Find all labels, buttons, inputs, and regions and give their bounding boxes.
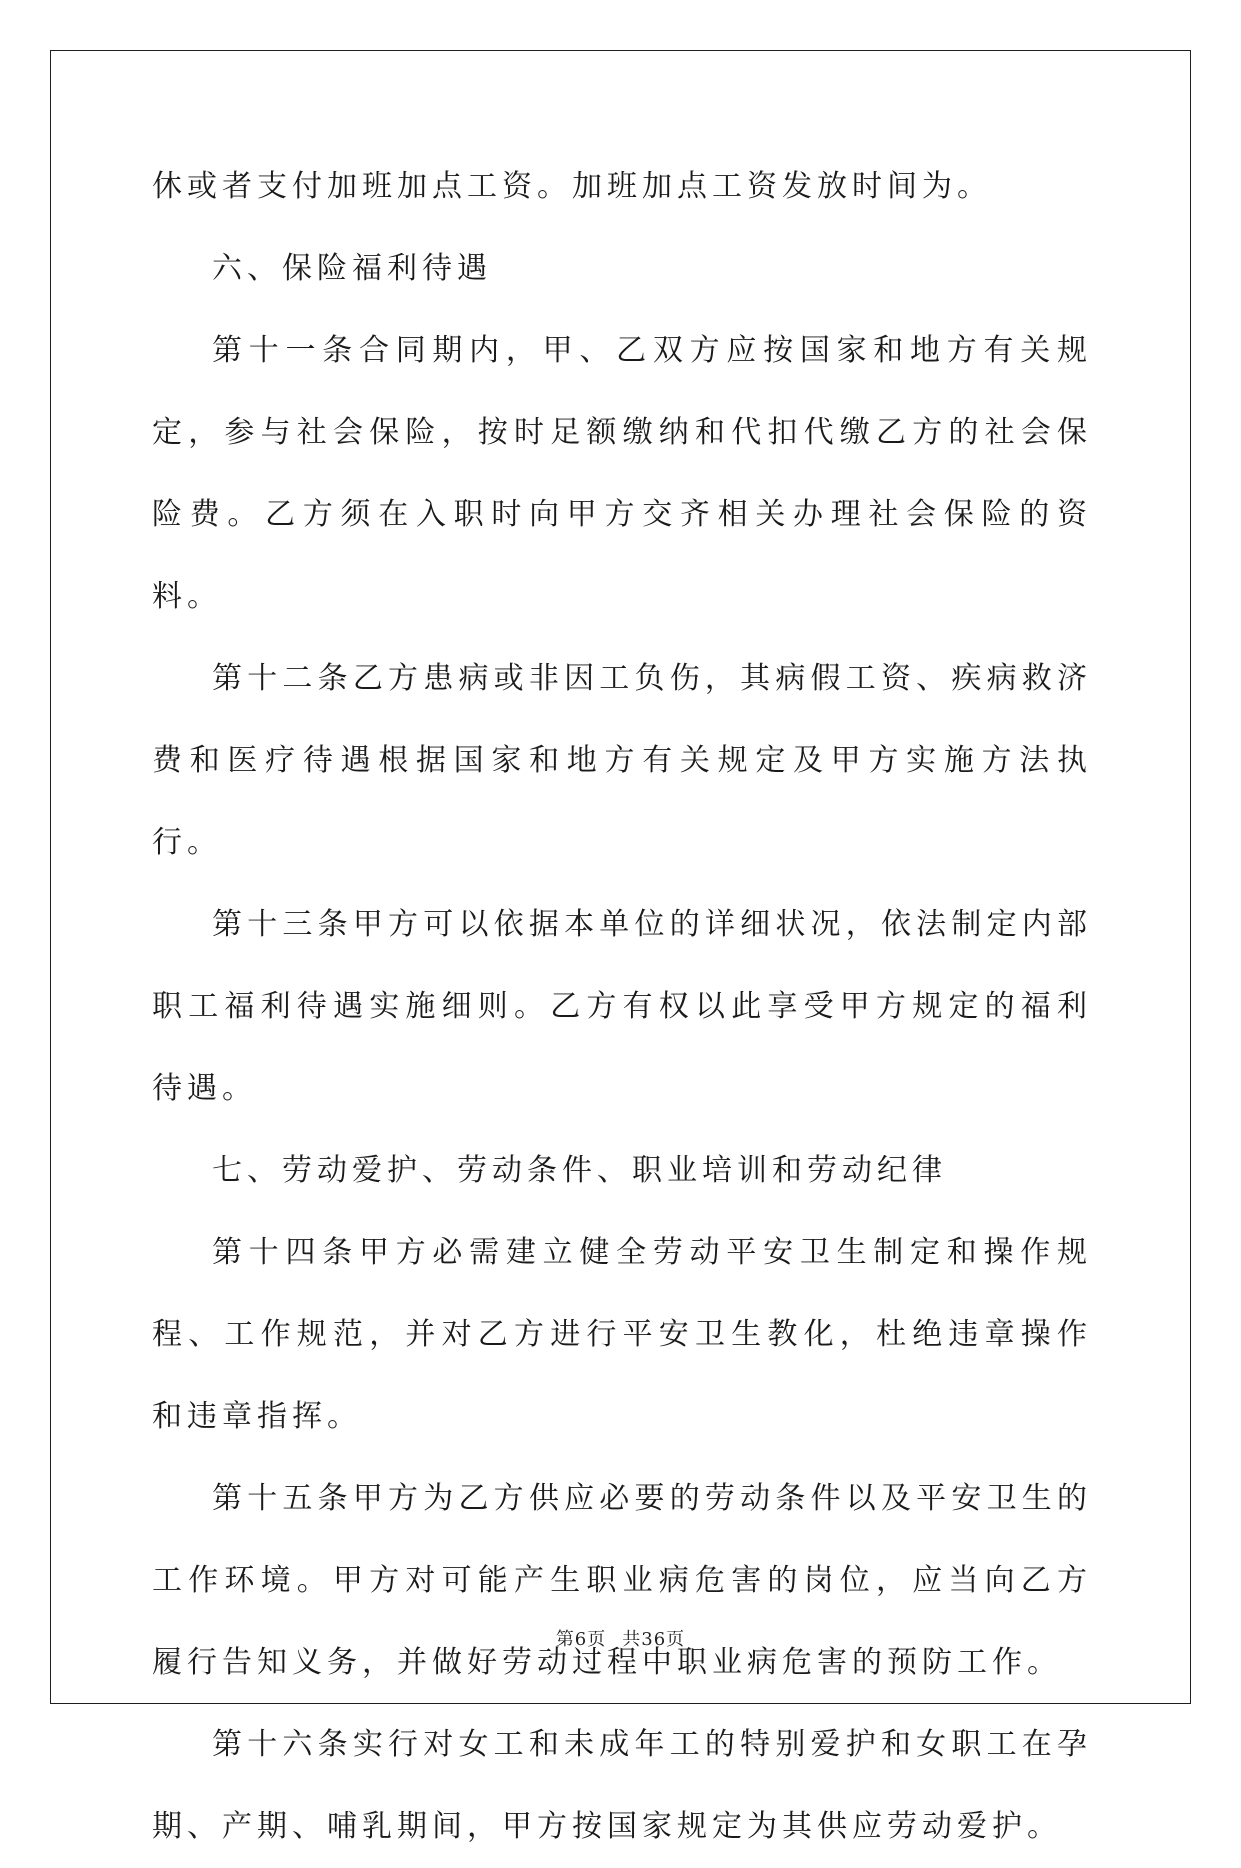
paragraph-continuation: 休或者支付加班加点工资。加班加点工资发放时间为。 <box>152 169 992 204</box>
section-heading-insurance: 六、保险福利待遇 <box>212 251 492 286</box>
page-number: 第6页 <box>555 1629 607 1650</box>
article-15: 第十五条甲方为乙方供应必要的劳动条件以及平安卫生的工作环境。甲方对可能产生职业病危害的岗位，应当向乙方履行告知义务，并做好劳动过程中职业病危害的预防工作。 <box>152 1481 1092 1680</box>
section-heading-labor-protection: 七、劳动爱护、劳动条件、职业培训和劳动纪律 <box>212 1153 947 1188</box>
article-11: 第十一条合同期内，甲、乙双方应按国家和地方有关规定，参与社会保险，按时足额缴纳和代扣代缴乙方的社会保险费。乙方须在入职时向甲方交齐相关办理社会保险的资料。 <box>152 333 1092 614</box>
article-13: 第十三条甲方可以依据本单位的详细状况，依法制定内部职工福利待遇实施细则。乙方有权以此享受甲方规定的福利待遇。 <box>152 907 1092 1106</box>
document-body <box>152 158 1092 1868</box>
article-12: 第十二条乙方患病或非因工负伤，其病假工资、疾病救济费和医疗待遇根据国家和地方有关规定及甲方实施方法执行。 <box>152 661 1092 860</box>
page-footer <box>0 1625 1241 1651</box>
article-16: 第十六条实行对女工和未成年工的特别爱护和女职工在孕期、产期、哺乳期间，甲方按国家规定为其供应劳动爱护。 <box>152 1727 1092 1844</box>
article-14: 第十四条甲方必需建立健全劳动平安卫生制定和操作规程、工作规范，并对乙方进行平安卫生教化，杜绝违章操作和违章指挥。 <box>152 1235 1092 1434</box>
page-total: 共36页 <box>622 1629 686 1650</box>
